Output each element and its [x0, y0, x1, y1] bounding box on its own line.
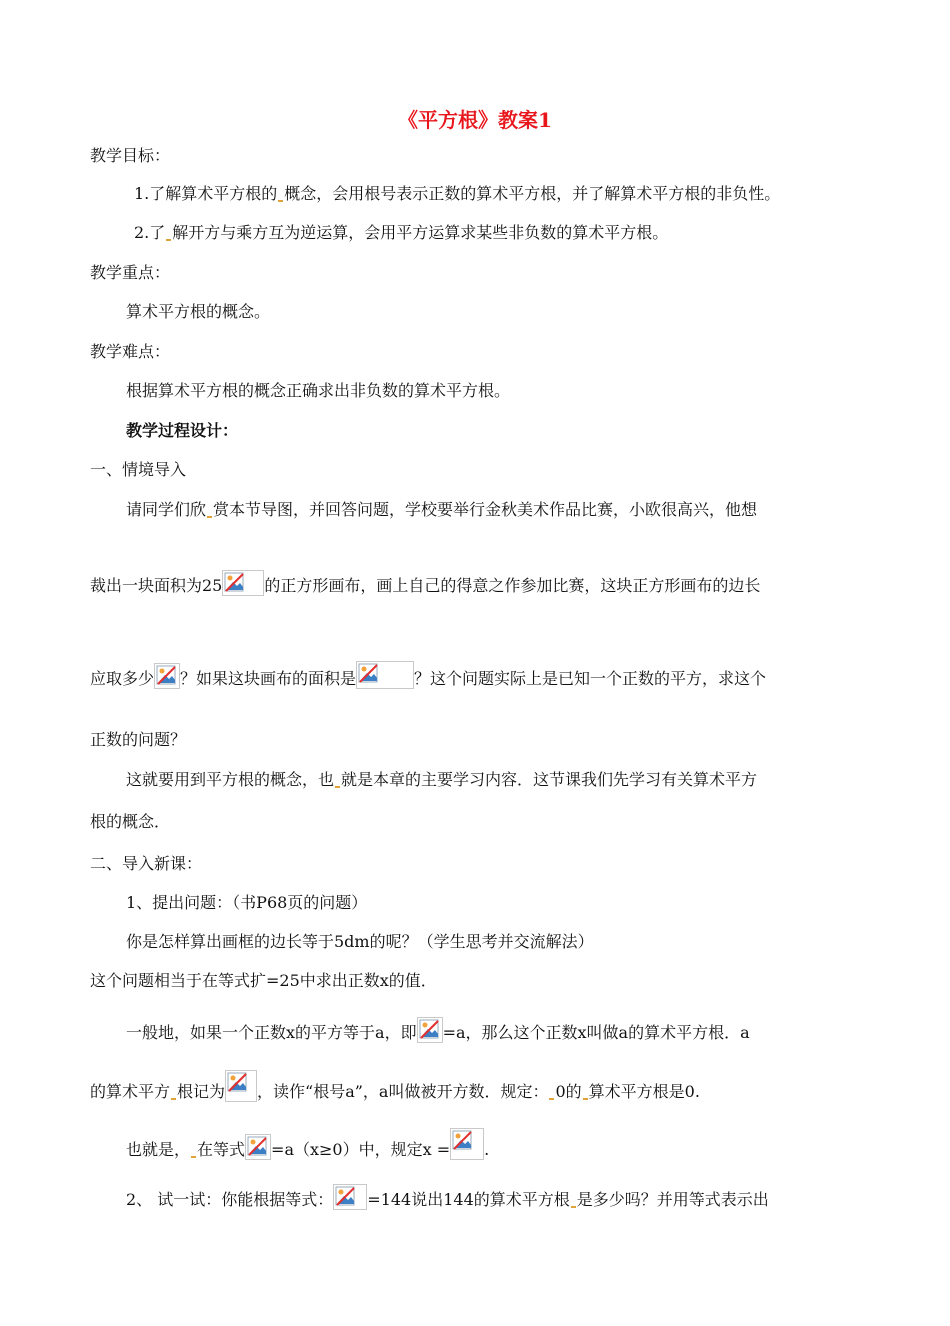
- marker-dot: [207, 516, 212, 518]
- s2-p3-text-b: =a，那么这个正数x叫做a的算术平方根．a: [442, 1023, 750, 1042]
- marker-dot: [166, 239, 171, 241]
- broken-image-icon: [417, 1017, 443, 1043]
- broken-image-icon: [225, 1070, 257, 1102]
- section-2-paragraph-1: 你是怎样算出画框的边长等于5dm的呢？（学生思考并交流解法）: [126, 932, 594, 951]
- section-1-paragraph-5: [126, 770, 757, 790]
- section-2-paragraph-4: [90, 1070, 700, 1102]
- difficulty-heading: 教学难点：: [90, 342, 171, 361]
- marker-dot: [278, 200, 283, 202]
- s1-p2-text-b: 的正方形画布，画上自己的得意之作参加比赛，这块正方形画布的边长: [264, 576, 761, 595]
- section-1-paragraph-2: [90, 570, 760, 596]
- section-2-item-2: [126, 1184, 769, 1210]
- s1-p1-text-b: 赏本节导图，并回答问题，学校要举行金秋美术作品比赛，小欧很高兴，他想: [213, 500, 758, 519]
- broken-image-icon: [154, 663, 180, 689]
- section-2-paragraph-2: 这个问题相当于在等式扩=25中求出正数x的值．: [90, 971, 437, 990]
- s2-p4-text-b: 根记为: [177, 1082, 226, 1101]
- section-2-heading: 二、导入新课：: [90, 854, 203, 873]
- process-heading: 教学过程设计：: [126, 421, 239, 440]
- s1-p3-text-b: ？如果这块画布的面积是: [180, 669, 357, 688]
- section-1-paragraph-4: 正数的问题？: [90, 730, 187, 749]
- s2-item2-text-b: =144说出144的算术平方根: [367, 1190, 570, 1209]
- objective-2-text-b: 解开方与乘方互为逆运算，会用平方运算求某些非负数的算术平方根。: [172, 223, 669, 242]
- s1-p5-text-a: 这就要用到平方根的概念，也: [126, 770, 335, 789]
- section-2-paragraph-5: [126, 1128, 489, 1160]
- s1-p3-text-a: 应取多少: [90, 669, 155, 688]
- objective-1-text-b: 概念，会用根号表示正数的算术平方根，并了解算术平方根的非负性。: [284, 184, 781, 203]
- s2-p3-text-a: 一般地，如果一个正数x的平方等于a，即: [126, 1023, 417, 1042]
- key-heading: 教学重点：: [90, 263, 171, 282]
- key-text: 算术平方根的概念。: [126, 302, 271, 321]
- section-1-paragraph-3: [90, 661, 766, 689]
- s1-p5-text-b: 就是本章的主要学习内容．这节课我们先学习有关算术平方: [341, 770, 758, 789]
- section-2-paragraph-3: [126, 1017, 750, 1043]
- marker-dot: [191, 1156, 196, 1158]
- s2-p5-text-d: .: [484, 1140, 490, 1159]
- s2-p4-text-a: 的算术平方: [90, 1082, 171, 1101]
- objective-2-text-a: 2.了: [134, 223, 166, 242]
- s2-p4-text-d: 0的: [555, 1082, 582, 1101]
- broken-image-icon: [245, 1134, 271, 1160]
- objective-1: [134, 184, 780, 204]
- s2-p5-text-b: 在等式: [197, 1140, 246, 1159]
- marker-dot: [335, 786, 340, 788]
- s1-p2-text-a: 裁出一块面积为25: [90, 576, 223, 595]
- objective-1-text-a: 1.了解算术平方根的: [134, 184, 278, 203]
- document-title: 《平方根》教案1: [398, 108, 552, 132]
- s2-p4-text-c: ，读作“根号a”，a叫做被开方数．规定：: [257, 1082, 549, 1101]
- section-1-heading: 一、情境导入: [90, 460, 187, 479]
- section-1-paragraph-1: [126, 500, 757, 520]
- s1-p1-text-a: 请同学们欣: [126, 500, 207, 519]
- s2-p5-text-a: 也就是，: [126, 1140, 191, 1159]
- objectives-heading: 教学目标：: [90, 146, 171, 165]
- marker-dot: [171, 1098, 176, 1100]
- section-1-paragraph-6: 根的概念．: [90, 812, 171, 831]
- s2-p5-text-c: =a（x≥0）中，规定x =: [271, 1140, 451, 1159]
- broken-image-icon: [222, 570, 264, 596]
- broken-image-icon: [356, 661, 414, 689]
- broken-image-icon: [450, 1128, 484, 1160]
- s2-item2-text-a: 2、 试一试：你能根据等式：: [126, 1190, 334, 1209]
- s2-p4-text-e: 算术平方根是0.: [588, 1082, 700, 1101]
- marker-dot: [549, 1098, 554, 1100]
- difficulty-text: 根据算术平方根的概念正确求出非负数的算术平方根。: [126, 381, 511, 400]
- marker-dot: [571, 1206, 576, 1208]
- s1-p3-text-c: ？这个问题实际上是已知一个正数的平方，求这个: [414, 669, 767, 688]
- objective-2: [134, 223, 668, 243]
- marker-dot: [583, 1098, 588, 1100]
- section-2-item-1: 1、提出问题：（书P68页的问题）: [126, 893, 368, 912]
- s2-item2-text-c: 是多少吗？并用等式表示出: [576, 1190, 769, 1209]
- broken-image-icon: [333, 1184, 367, 1210]
